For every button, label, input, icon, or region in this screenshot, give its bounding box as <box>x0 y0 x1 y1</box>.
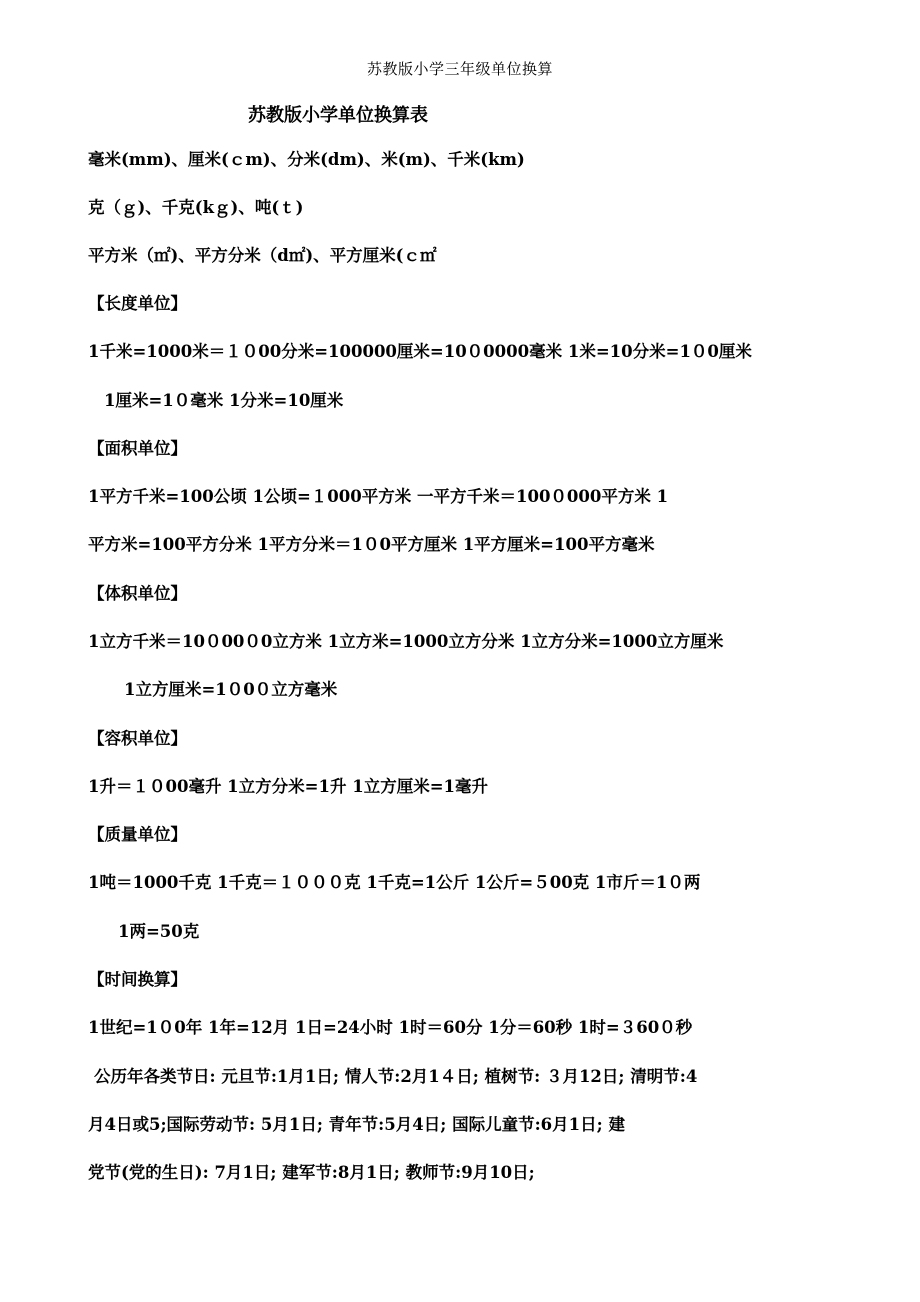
length-line-1: 1千米=1000米＝１０00分米=100000厘米=10０0000毫米 1米=10分米=1０0厘米 <box>88 342 752 361</box>
festival-line-1: 公历年各类节日: 元旦节:1月1日; 情人节:2月1４日; 植树节: ３月12日; 清明节:4 <box>94 1067 698 1086</box>
capacity-line-1: 1升＝１０00毫升 1立方分米=1升 1立方厘米=1毫升 <box>88 777 489 796</box>
festival-line-2: 月4日或5;国际劳动节: 5月1日; 青年节:5月4日; 国际儿童节:6月1日; 建 <box>88 1115 625 1134</box>
mass-line-2: 1两=50克 <box>118 922 200 941</box>
running-header: 苏教版小学三年级单位换算 <box>366 60 553 78</box>
document-title: 苏教版小学单位换算表 <box>248 105 428 126</box>
abbreviation-area-units: 平方米（㎡)、平方分米（d㎡)、平方厘米(ｃ㎡ <box>88 246 437 265</box>
area-line-1: 1平方千米=100公顷 1公顷=１000平方米 一平方千米＝100０000平方米 1 <box>88 487 669 506</box>
abbreviation-length-units: 毫米(mm)、厘米(ｃm)、分米(dm)、米(m)、千米(km) <box>88 150 525 169</box>
section-heading-volume: 【体积单位】 <box>88 584 187 603</box>
volume-line-2: 1立方厘米=1０0０立方毫米 <box>124 680 338 699</box>
abbreviation-mass-units: 克（ｇ)、千克(kｇ)、吨(ｔ) <box>88 198 304 217</box>
mass-line-1: 1吨＝1000千克 1千克＝１０００克 1千克=1公斤 1公斤=５00克 1市斤＝1０两 <box>88 873 701 892</box>
section-heading-time: 【时间换算】 <box>88 970 187 989</box>
volume-line-1: 1立方千米＝10０00０0立方米 1立方米=1000立方分米 1立方分米=1000立方厘米 <box>88 632 724 651</box>
festival-line-3: 党节(党的生日): 7月1日; 建军节:8月1日; 教师节:9月10日; <box>88 1163 535 1182</box>
section-heading-mass: 【质量单位】 <box>88 825 187 844</box>
section-heading-area: 【面积单位】 <box>88 439 187 458</box>
section-heading-length: 【长度单位】 <box>88 294 187 313</box>
section-heading-capacity: 【容积单位】 <box>88 729 187 748</box>
time-line-1: 1世纪=1０0年 1年=12月 1日=24小时 1时＝60分 1分＝60秒 1时=３60０秒 <box>88 1018 693 1037</box>
length-line-2: 1厘米=1０毫米 1分米=10厘米 <box>104 391 344 410</box>
area-line-2: 平方米=100平方分米 1平方分米＝1０0平方厘米 1平方厘米=100平方毫米 <box>88 535 655 554</box>
